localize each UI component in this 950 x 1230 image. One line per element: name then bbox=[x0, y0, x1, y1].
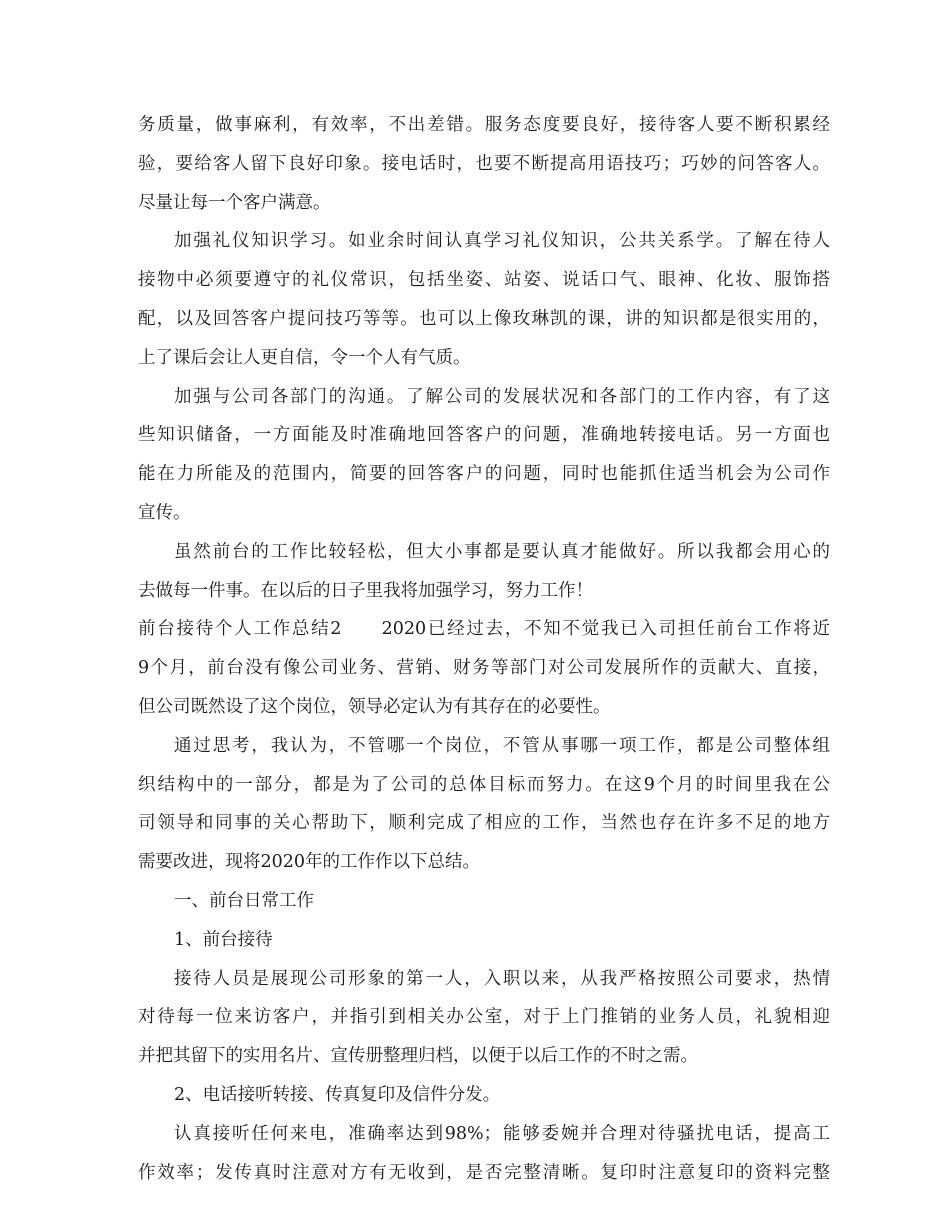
text-line: 务质量，做事麻利，有效率，不出差错。服务态度要良好，接待客人要不断积累经 bbox=[138, 115, 830, 135]
text-line: 2、电话接听转接、传真复印及信件分发。 bbox=[174, 1084, 501, 1105]
text-line: 验，要给客人留下良好印象。接电话时，也要不断提高用语技巧；巧妙的问答客人。 bbox=[138, 153, 830, 174]
text-line: 9个月，前台没有像公司业务、营销、财务等部门对公司发展所作的贡献大、直接， bbox=[138, 658, 830, 679]
text-line: 接待人员是展现公司形象的第一人，入职以来，从我严格按照公司要求，热情 bbox=[174, 968, 830, 989]
text-line: 些知识储备，一方面能及时准确地回答客户的问题，准确地转接电话。另一方面也 bbox=[138, 425, 830, 446]
text-line: 作效率；发传真时注意对方有无收到，是否完整清晰。复印时注意复印的资料完整 bbox=[138, 1162, 830, 1183]
text-line: 宣传。 bbox=[138, 502, 191, 523]
text-line: 对待每一位来访客户，并指引到相关办公室，对于上门推销的业务人员，礼貌相迎 bbox=[138, 1007, 830, 1028]
text-line: 织结构中的一部分，都是为了公司的总体目标而努力。在这9个月的时间里我在公 bbox=[138, 774, 830, 795]
text-line: 去做每一件事。在以后的日子里我将加强学习，努力工作！ bbox=[138, 580, 593, 601]
text-line: 接物中必须要遵守的礼仪常识，包括坐姿、站姿、说话口气、眼神、化妆、服饰搭 bbox=[138, 270, 830, 291]
text-line: 上了课后会让人更自信，令一个人有气质。 bbox=[138, 347, 471, 368]
text-line: 认真接听任何来电，准确率达到98%；能够委婉并合理对待骚扰电话，提高工 bbox=[174, 1123, 830, 1144]
document-body bbox=[138, 106, 830, 1192]
text-line: 需要改进，现将2020年的工作作以下总结。 bbox=[138, 852, 481, 873]
text-line: 前台接待个人工作总结2 2020已经过去，不知不觉我已入司担任前台工作将近 bbox=[138, 619, 830, 640]
text-line: 一、前台日常工作 bbox=[174, 890, 314, 911]
text-line: 加强礼仪知识学习。如业余时间认真学习礼仪知识，公共关系学。了解在待人 bbox=[174, 231, 830, 252]
text-line: 虽然前台的工作比较轻松，但大小事都是要认真才能做好。所以我都会用心的 bbox=[174, 541, 830, 562]
text-line: 尽量让每一个客户满意。 bbox=[138, 192, 331, 213]
text-line: 加强与公司各部门的沟通。了解公司的发展状况和各部门的工作内容，有了这 bbox=[174, 386, 830, 407]
text-line: 通过思考，我认为，不管哪一个岗位，不管从事哪一项工作，都是公司整体组 bbox=[174, 735, 830, 756]
text-line: 并把其留下的实用名片、宣传册整理归档，以便于以后工作的不时之需。 bbox=[138, 1046, 698, 1067]
text-line: 司领导和同事的关心帮助下，顺利完成了相应的工作，当然也存在许多不足的地方 bbox=[138, 813, 830, 834]
text-line: 1、前台接待 bbox=[174, 929, 273, 950]
text-line: 能在力所能及的范围内，简要的回答客户的问题，同时也能抓住适当机会为公司作 bbox=[138, 464, 830, 485]
text-line: 配，以及回答客户提问技巧等等。也可以上像玫琳凯的课，讲的知识都是很实用的， bbox=[138, 308, 830, 329]
text-line: 但公司既然设了这个岗位，领导必定认为有其存在的必要性。 bbox=[138, 696, 611, 717]
